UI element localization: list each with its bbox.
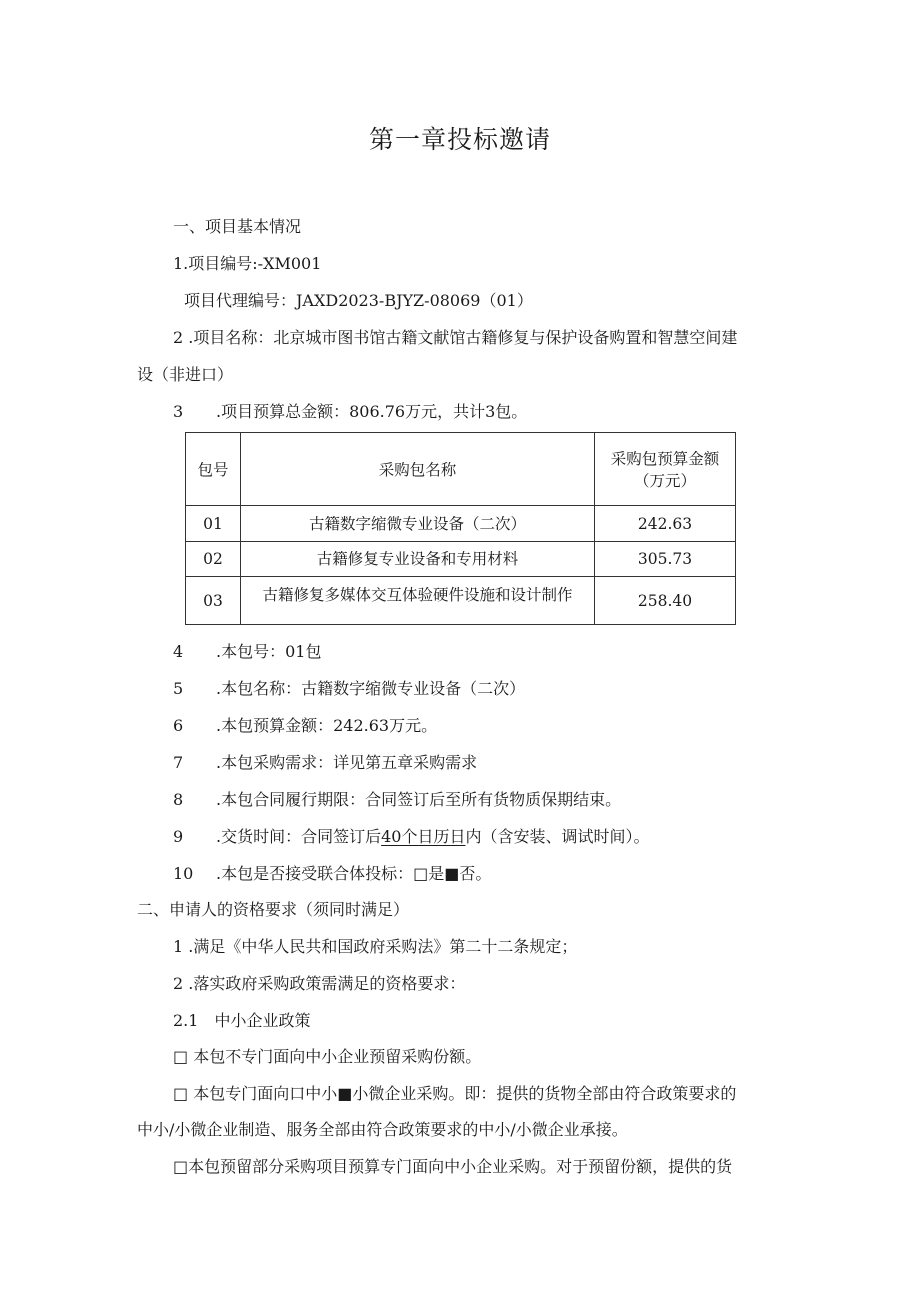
package-budget: 242.63 bbox=[595, 506, 736, 542]
package-no: 02 bbox=[186, 542, 241, 577]
project-name-line2: 设（非进口） bbox=[137, 365, 234, 384]
requirements-line: .本包采购需求：详见第五章采购需求 bbox=[216, 753, 478, 772]
package-no: 01 bbox=[186, 506, 241, 542]
budget-total-text: .项目预算总金额：806.76万元，共计3包。 bbox=[216, 402, 528, 421]
consortium-line: .本包是否接受联合体投标：□是■否。 bbox=[216, 864, 492, 883]
item-number: 7 bbox=[173, 753, 184, 772]
item-number: 10 bbox=[173, 864, 194, 883]
table-header-row bbox=[186, 433, 736, 506]
requirement-2: 2 .落实政府采购政策需满足的资格要求： bbox=[173, 974, 466, 993]
package-budget-line: .本包预算金额：242.63万元。 bbox=[216, 716, 438, 735]
sme-option-2-line2: 中小/小微企业制造、服务全部由符合政策要求的中小/小微企业承接。 bbox=[137, 1120, 628, 1139]
package-name: 古籍数字缩微专业设备（二次） bbox=[241, 506, 595, 542]
package-name-cell bbox=[241, 577, 595, 625]
package-name: 古籍修复专业设备和专用材料 bbox=[241, 542, 595, 577]
sme-option-3-line1: □本包预留部分采购项目预算专门面向中小企业采购。对于预留份额，提供的货 bbox=[173, 1157, 733, 1176]
package-table bbox=[185, 432, 736, 625]
package-name-line: .本包名称：古籍数字缩微专业设备（二次） bbox=[216, 679, 526, 698]
table-row bbox=[186, 506, 736, 542]
project-number: 1.项目编号:-XM001 bbox=[173, 254, 322, 273]
header-package-name: 采购包名称 bbox=[241, 433, 595, 506]
section-heading-project-basics: 一、项目基本情况 bbox=[173, 217, 302, 236]
chapter-title: 第一章投标邀请 bbox=[368, 125, 551, 154]
section-heading-qualifications: 二、申请人的资格要求（须同时满足） bbox=[137, 900, 410, 919]
item-number: 5 bbox=[173, 679, 184, 698]
header-package-no: 包号 bbox=[186, 433, 241, 506]
subsection-2-1: 2.1 中小企业政策 bbox=[173, 1011, 311, 1030]
header-budget-line2: （万元） bbox=[633, 472, 696, 490]
package-name: 古籍修复多媒体交互体验硬件设施和设计制作 bbox=[262, 585, 573, 604]
package-budget: 258.40 bbox=[595, 577, 736, 625]
header-budget-line1: 采购包预算金额 bbox=[610, 450, 720, 468]
table-row bbox=[186, 542, 736, 577]
sme-option-1: □ 本包不专门面向中小企业预留采购份额。 bbox=[173, 1047, 482, 1066]
package-no: 03 bbox=[186, 577, 241, 625]
delivery-text-post: 内（含安装、调试时间）。 bbox=[465, 827, 650, 846]
project-name-line1: 2 .项目名称：北京城市图书馆古籍文献馆古籍修复与保护设备购置和智慧空间建 bbox=[173, 328, 738, 347]
item-number: 8 bbox=[173, 790, 184, 809]
delivery-days: 40个日历日 bbox=[381, 827, 466, 846]
item-number: 6 bbox=[173, 716, 184, 735]
requirement-1: 1 .满足《中华人民共和国政府采购法》第二十二条规定； bbox=[173, 937, 578, 956]
header-package-budget bbox=[595, 433, 736, 506]
item-number: 4 bbox=[173, 642, 184, 661]
delivery-time-line bbox=[216, 827, 649, 847]
package-budget: 305.73 bbox=[595, 542, 736, 577]
sme-option-2-line1: □ 本包专门面向口中小■小微企业采购。即：提供的货物全部由符合政策要求的 bbox=[173, 1084, 737, 1103]
delivery-text-pre: .交货时间：合同签订后 bbox=[216, 827, 382, 846]
budget-total-number: 3 bbox=[173, 402, 184, 421]
agent-number: 项目代理编号：JAXD2023-BJYZ-08069（01） bbox=[184, 291, 533, 310]
package-no-line: .本包号：01包 bbox=[216, 642, 322, 661]
item-number: 9 bbox=[173, 827, 184, 846]
contract-period-line: .本包合同履行期限：合同签订后至所有货物质保期结束。 bbox=[216, 790, 622, 809]
table-row bbox=[186, 577, 736, 625]
